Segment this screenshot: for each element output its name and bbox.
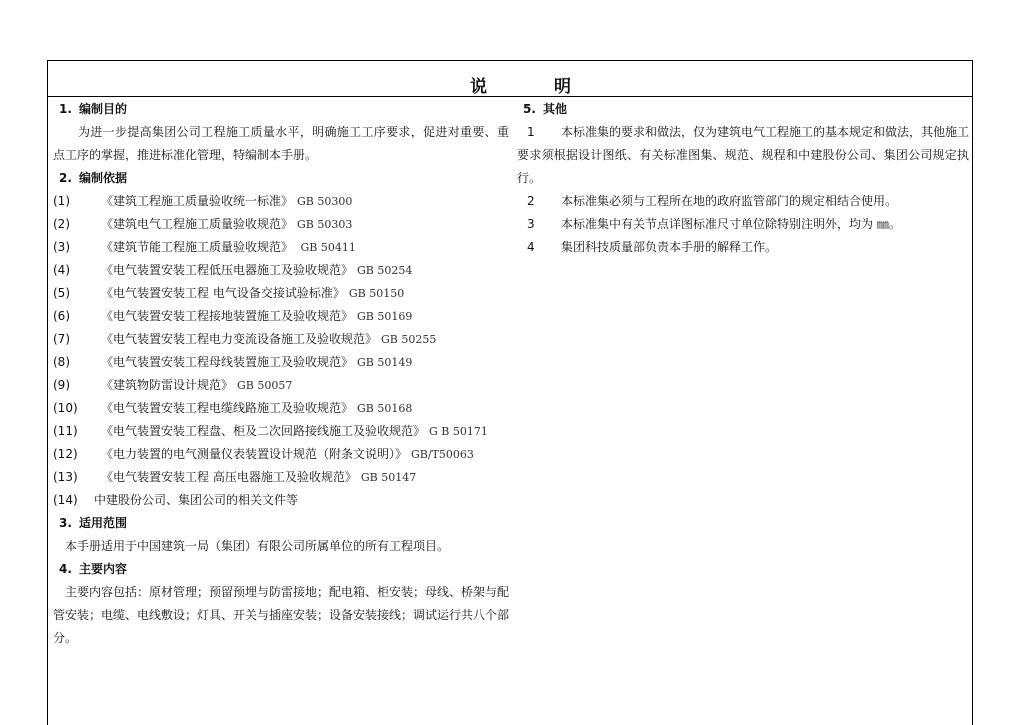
- reference-title: 《建筑电气工程施工质量验收规范》: [101, 217, 294, 231]
- reference-item: [53, 466, 509, 489]
- reference-text: [94, 489, 298, 512]
- section-number: 1.: [59, 102, 72, 116]
- reference-item: [53, 236, 509, 259]
- section-paragraph: 主要内容包括：原材管理；预留预埋与防雷接地；配电箱、柜安装；母线、桥架与配管安装；电缆、电线敷设；灯具、开关与插座安装；设备安装接线；调试运行共八个部分。: [53, 585, 510, 645]
- section-number: 2.: [59, 171, 72, 185]
- reference-text: [101, 420, 488, 443]
- reference-title: 《建筑工程施工质量验收统一标准》: [101, 194, 294, 208]
- reference-item: [53, 213, 509, 236]
- reference-text: [101, 351, 412, 374]
- reference-item: [53, 259, 509, 282]
- note-list: [517, 121, 969, 259]
- reference-title: 《电气装置安装工程接地装置施工及验收规范》: [101, 309, 354, 323]
- reference-number: (2): [53, 217, 70, 231]
- reference-number: (5): [53, 286, 70, 300]
- reference-item: [53, 374, 509, 397]
- note-item: [517, 121, 969, 190]
- left-column: [53, 98, 509, 650]
- reference-text: [101, 466, 416, 489]
- reference-list: [53, 190, 509, 512]
- note-number: 3: [527, 217, 535, 231]
- reference-item: [53, 190, 509, 213]
- reference-code: G B 50171: [429, 425, 488, 438]
- section-title: 适用范围: [79, 516, 128, 530]
- reference-code: GB 50169: [357, 310, 413, 323]
- reference-code: GB 50147: [360, 471, 417, 484]
- reference-title: 《电气装置安装工程盘、柜及二次回路接线施工及验收规范》: [101, 424, 426, 438]
- section-title: 编制目的: [79, 102, 128, 116]
- reference-title: 《电气装置安装工程电缆线路施工及验收规范》: [101, 401, 354, 415]
- title-divider: [47, 96, 973, 97]
- reference-text: [101, 443, 474, 466]
- reference-number: (10): [53, 401, 78, 415]
- section-paragraph: 为进一步提高集团公司工程施工质量水平，明确施工工序要求，促进对重要、重点工序的掌握，推进标准化管理，特编制本手册。: [53, 125, 509, 162]
- note-item: [517, 236, 969, 259]
- section-paragraph: 本手册适用于中国建筑一局（集团）有限公司所属单位的所有工程项目。: [65, 539, 450, 553]
- reference-code: GB 50303: [297, 218, 353, 231]
- reference-code: GB 50168: [357, 402, 413, 415]
- reference-number: (12): [53, 447, 78, 461]
- reference-title: 《电气装置安装工程母线装置施工及验收规范》: [101, 355, 354, 369]
- reference-code: GB 50149: [357, 356, 413, 369]
- section-heading: [517, 98, 969, 121]
- reference-item: [53, 397, 509, 420]
- section-heading: [53, 98, 509, 121]
- section-heading: [53, 558, 509, 581]
- page-title-char-1: 说: [470, 77, 487, 97]
- reference-number: (13): [53, 470, 78, 484]
- reference-number: (8): [53, 355, 70, 369]
- reference-code: GB 50411: [297, 241, 356, 254]
- reference-text: [101, 328, 436, 351]
- reference-text: [101, 259, 412, 282]
- reference-code: GB 50255: [381, 333, 437, 346]
- reference-item: [53, 443, 509, 466]
- section-heading: [53, 512, 509, 535]
- reference-code: GB/T50063: [411, 448, 474, 461]
- reference-number: (14): [53, 493, 78, 507]
- section-title: 主要内容: [79, 562, 128, 576]
- reference-code: GB 50057: [237, 379, 293, 392]
- reference-text: [101, 305, 412, 328]
- reference-title: 《电气装置安装工程 电气设备交接试验标准》: [101, 286, 345, 300]
- reference-text: [101, 190, 352, 213]
- reference-title: 中建股份公司、集团公司的相关文件等: [94, 493, 299, 507]
- reference-title: 《建筑物防雷设计规范》: [101, 378, 234, 392]
- reference-item: [53, 420, 509, 443]
- reference-title: 《电力装置的电气测量仪表装置设计规范（附条文说明）》: [101, 447, 408, 461]
- reference-text: [101, 397, 412, 420]
- section-number: 4.: [59, 562, 72, 576]
- note-text: 集团科技质量部负责本手册的解释工作。: [561, 240, 778, 254]
- reference-text: [101, 236, 356, 259]
- reference-title: 《电气装置安装工程电力变流设备施工及验收规范》: [101, 332, 378, 346]
- reference-code: GB 50300: [297, 195, 353, 208]
- section-title: 编制依据: [79, 171, 128, 185]
- reference-text: [101, 213, 352, 236]
- section-title: 其他: [543, 102, 568, 116]
- note-item: [517, 190, 969, 213]
- reference-number: (4): [53, 263, 70, 277]
- reference-title: 《电气装置安装工程低压电器施工及验收规范》: [101, 263, 354, 277]
- note-text: 本标准集的要求和做法，仅为建筑电气工程施工的基本规定和做法，其他施工要求须根据设计图纸、有关标准图集、规范、规程和中建股份公司、集团公司规定执行。: [517, 125, 970, 185]
- reference-number: (11): [53, 424, 78, 438]
- reference-item: [53, 305, 509, 328]
- reference-number: (6): [53, 309, 70, 323]
- note-text: 本标准集中有关节点详图标准尺寸单位除特别注明外，均为 ㎜。: [561, 217, 901, 231]
- reference-text: [101, 282, 404, 305]
- reference-item: [53, 489, 509, 512]
- reference-text: [101, 374, 292, 397]
- reference-number: (1): [53, 194, 70, 208]
- note-number: 4: [527, 240, 535, 254]
- note-item: [517, 213, 969, 236]
- section-heading: [53, 167, 509, 190]
- section-number: 3.: [59, 516, 72, 530]
- page-title: [470, 72, 590, 96]
- reference-code: GB 50254: [357, 264, 413, 277]
- right-column: [517, 98, 969, 259]
- section-number: 5.: [523, 102, 536, 116]
- reference-number: (3): [53, 240, 70, 254]
- note-text: 本标准集必须与工程所在地的政府监管部门的规定相结合使用。: [561, 194, 898, 208]
- note-number: 2: [527, 194, 535, 208]
- reference-item: [53, 351, 509, 374]
- reference-number: (9): [53, 378, 70, 392]
- reference-item: [53, 328, 509, 351]
- reference-number: (7): [53, 332, 70, 346]
- reference-code: GB 50150: [348, 287, 405, 300]
- note-number: 1: [527, 125, 535, 139]
- page-title-char-2: 明: [554, 77, 571, 97]
- reference-item: [53, 282, 509, 305]
- reference-title: 《建筑节能工程施工质量验收规范》: [101, 240, 294, 254]
- reference-title: 《电气装置安装工程 高压电器施工及验收规范》: [101, 470, 357, 484]
